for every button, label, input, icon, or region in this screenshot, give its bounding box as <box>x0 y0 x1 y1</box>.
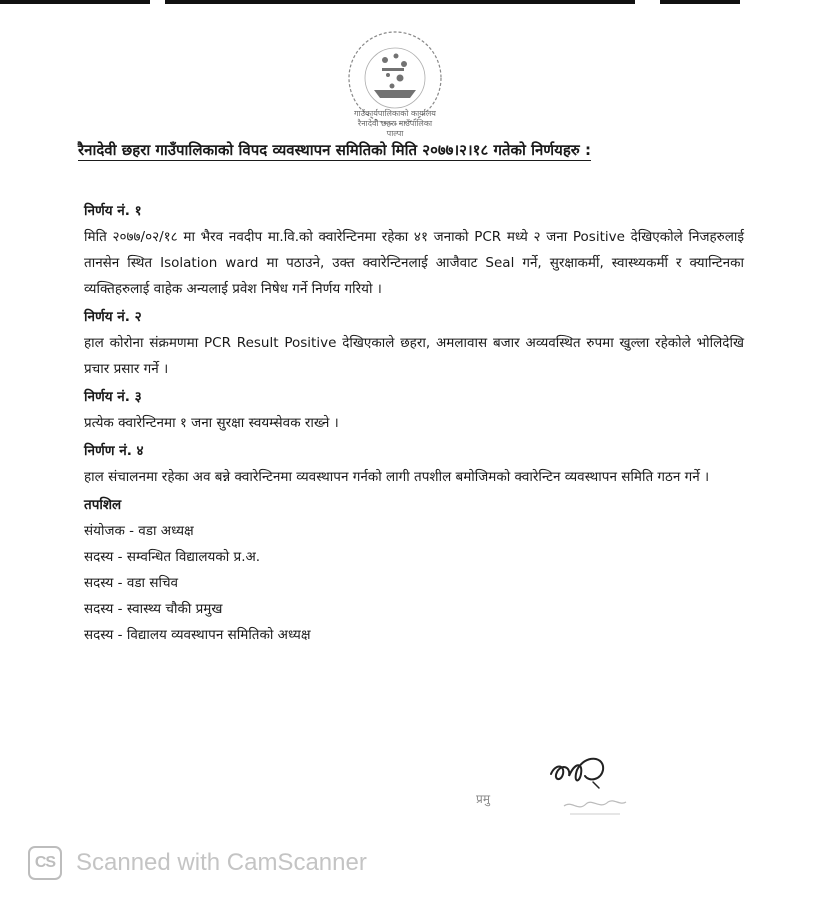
decision-body: मिति २०७७/०२/१८ मा भैरव नवदीप मा.वि.को क्वारेन्टिनमा रहेका ४१ जनाको PCR मध्ये २ जना Positive देखिएकोले निजहरुलाई तानसेन स्थित Isolation ward मा पठाउने, उक्त क्वारेन्टिनलाई आजैवाट Seal गर्ने, सुरक्षाकर्मी, स्वास्थ्यकर्मी र क्यान्टिनका व्यक्तिहरुलाई वाहेक अन्यलाई प्रवेश निषेध गर्ने निर्णय गरियो । <box>84 229 744 297</box>
scan-edge-artifact <box>0 0 150 4</box>
decision-4 <box>84 438 744 490</box>
seal-text-inner: गाउँकार्यपालिकाको कार्यालय <box>354 109 436 118</box>
decision-body: हाल संचालनमा रहेका अव बन्ने क्वारेन्टिनमा व्यवस्थापन गर्नको लागी तपशील बमोजिमको क्वारेन्टिन व्यवस्थापन समिति गठन गर्ने । <box>84 469 710 485</box>
official-seal-icon <box>330 20 460 140</box>
camscanner-logo-text: CS <box>34 854 56 871</box>
tapashil-heading: तपशिल <box>84 497 122 513</box>
list-item: संयोजक - वडा अध्यक्ष <box>84 523 194 539</box>
decision-body: प्रत्येक क्वारेन्टिनमा १ जना सुरक्षा स्वयम्सेवक राख्ने । <box>84 415 339 431</box>
list-item: सदस्य - सम्वन्धित विद्यालयको प्र.अ. <box>84 549 261 565</box>
page-title-text: रैनादेवी छहरा गाउँपालिकाको विपद व्यवस्थापन समितिको मिति २०७७।२।१८ गतेको निर्णयहरु : <box>78 141 591 159</box>
decision-2 <box>84 304 744 382</box>
list-item: सदस्य - स्वास्थ्य चौकी प्रमुख <box>84 601 223 617</box>
tapashil-section <box>84 492 744 648</box>
decision-heading: निर्णय नं. २ <box>84 309 142 325</box>
list-item: सदस्य - वडा सचिव <box>84 575 179 591</box>
scan-edge-artifact <box>165 0 635 4</box>
document-body <box>84 196 744 648</box>
seal-text-bottom: पाल्पा <box>386 129 404 138</box>
camscanner-logo-icon <box>28 846 62 880</box>
decision-heading: निर्णय नं. ३ <box>84 389 142 405</box>
scan-edge-artifact <box>660 0 740 4</box>
seal-text-outer: रैनादेवी छहरा गाउँपालिका <box>357 119 433 128</box>
page-title <box>78 140 758 160</box>
decision-1 <box>84 198 744 302</box>
scan-top-edge <box>0 0 815 6</box>
decision-3 <box>84 384 744 436</box>
signature-label: प्रमु <box>476 792 491 806</box>
decision-body: हाल कोरोना संक्रमणमा PCR Result Positive देखिएकाले छहरा, अमलावास बजार अव्यवस्थित रुपमा खुल्ला रहेकोले भोलिदेखि प्रचार प्रसार गर्ने । <box>84 335 744 377</box>
signature-icon <box>545 752 615 792</box>
camscanner-text: Scanned with CamScanner <box>76 849 367 876</box>
decision-heading: निर्णण नं. ४ <box>84 443 144 459</box>
list-item: सदस्य - विद्यालय व्यवस्थापन समितिको अध्यक्ष <box>84 627 311 643</box>
decision-heading: निर्णय नं. १ <box>84 203 142 219</box>
camscanner-watermark <box>28 845 367 881</box>
faint-signature-icon <box>560 792 630 822</box>
